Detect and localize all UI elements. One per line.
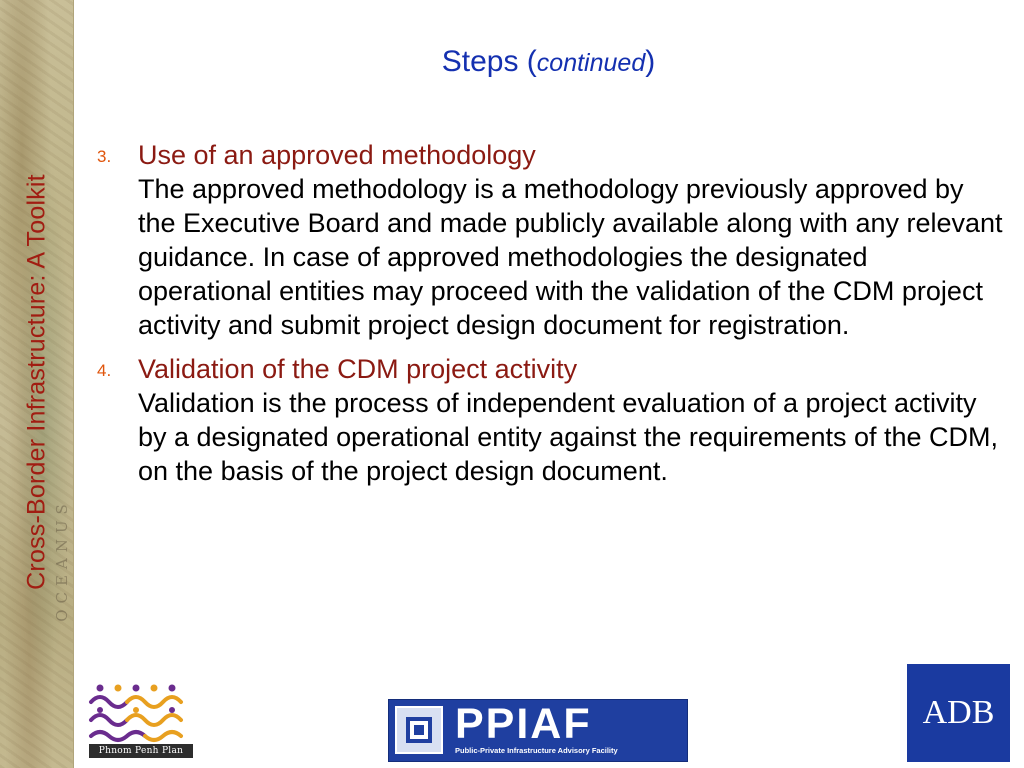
step-number: 4.	[97, 361, 112, 380]
title-suffix: )	[645, 45, 656, 78]
adb-logo: ADB	[907, 664, 1010, 762]
slide-title	[73, 45, 1024, 79]
ppiaf-logo	[388, 699, 688, 762]
ppiaf-name: PPIAF	[455, 700, 592, 748]
ppiaf-emblem-icon	[395, 706, 443, 754]
step-text: Validation is the process of independent evaluation of a project activity by a designated operational entity against the requirements of the CDM, on the basis of the project design document.	[138, 388, 999, 486]
step-body	[138, 352, 1007, 488]
step-heading: Use of an approved methodology	[138, 140, 536, 170]
vertical-toolkit-title: Cross-Border Infrastructure: A Toolkit	[22, 174, 51, 590]
title-italic: continued	[536, 49, 646, 77]
step-item	[97, 352, 1007, 488]
step-body	[138, 138, 1007, 342]
title-prefix: Steps (	[441, 45, 537, 78]
step-number: 3.	[97, 147, 112, 166]
step-item	[97, 138, 1007, 342]
map-lettering: OCEANUS	[53, 498, 71, 622]
step-heading: Validation of the CDM project activity	[138, 354, 578, 384]
step-text: The approved methodology is a methodology previously approved by the Executive Board and made publicly available along with any relevant guidance. In case of approved methodologies the designated operational entities may proceed with the validation of the CDM project activity and submit project design document for registration.	[138, 174, 1003, 340]
steps-list	[97, 138, 1007, 498]
map-side-strip	[0, 0, 74, 768]
phnom-penh-plan-caption: Phnom Penh Plan	[89, 744, 193, 758]
ppiaf-subtitle: Public-Private Infrastructure Advisory Facility	[455, 746, 618, 755]
